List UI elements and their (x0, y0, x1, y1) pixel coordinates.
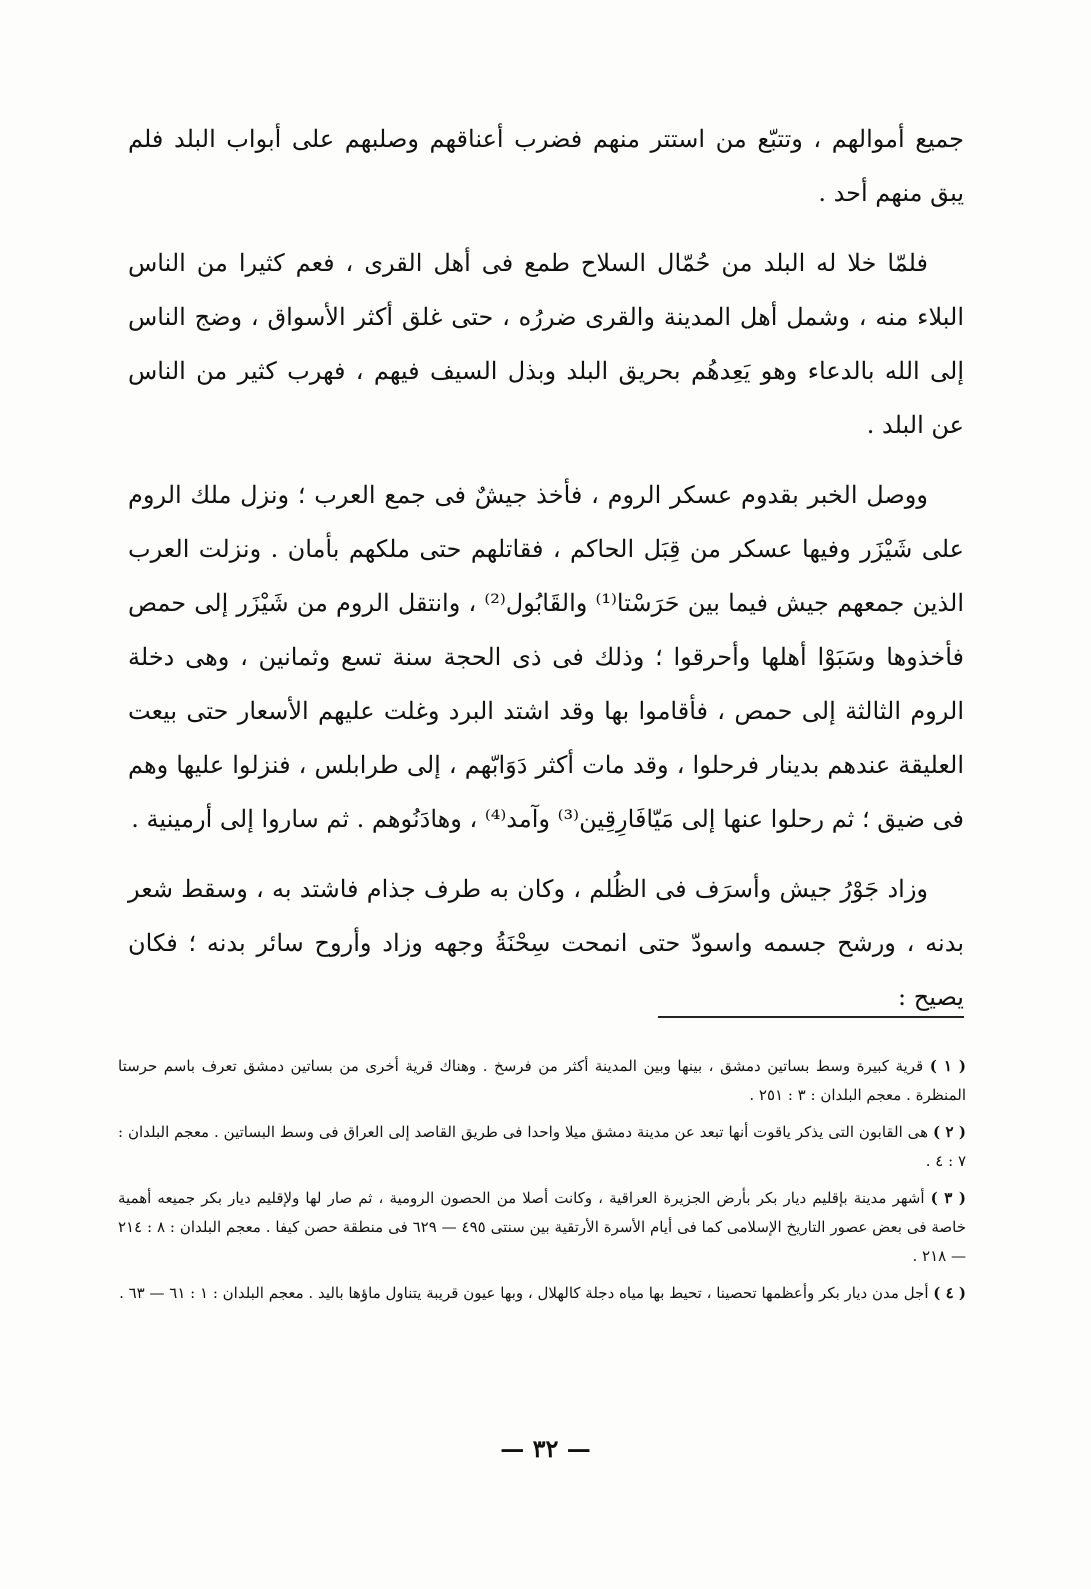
footnote-number: ( ٢ ) (932, 1123, 966, 1141)
footnote-text: قرية كبيرة وسط بساتين دمشق ، بينها وبين المدينة أكثر من فرسخ . وهناك قرية أخرى من بساتين دمشق تعرف باسم حرستا المنظرة . معجم البلدان : ٣ : ٢٥١ . (118, 1057, 966, 1104)
footnote-number: ( ١ ) (929, 1057, 966, 1075)
paragraph-1: جميع أموالهم ، وتتبّع من استتر منهم فضرب أعناقهم وصلبهم على أبواب البلد فلم يبق منهم أحد . (128, 125, 964, 207)
page-number: — ٣٢ — (500, 1434, 591, 1463)
footnote-3 (118, 1184, 966, 1271)
footnote-text: أجل مدن ديار بكر وأعظمها تحصينا ، تحيط بها مياه دجلة كالهلال ، وبها عيون قريبة يتناول ماؤها باليد . معجم البلدان : ١ : ٦١ — ٦٣ . (119, 1284, 929, 1302)
footnote-number: ( ٤ ) (933, 1284, 966, 1302)
paragraph-2: فلمّا خلا له البلد من حُمّال السلاح طمع فى أهل القرى ، فعم كثيرا من الناس البلاء منه ، وشمل أهل المدينة والقرى ضررُه ، حتى غلق أكثر الأسواق ، وضج الناس إلى الله بالدعاء وهو يَعِدهُم بحريق البلد وبذل السيف فيهم ، فهرب كثير من الناس عن البلد . (128, 249, 964, 439)
footnote-divider (658, 1016, 964, 1018)
paragraph-4: وزاد جَوْرُ جيش وأسرَف فى الظُلم ، وكان به طرف جذام فاشتد به ، وسقط شعر بدنه ، ورشح جسمه واسودّ حتى انمحت سِحْنَةُ وجهه وزاد وأروح سائر بدنه ؛ فكان يصيح : (128, 875, 964, 1011)
footnote-number: ( ٣ ) (930, 1189, 966, 1207)
footnotes-section (118, 1052, 966, 1316)
footnote-2 (118, 1118, 966, 1176)
footnote-4 (118, 1279, 966, 1308)
footnote-1 (118, 1052, 966, 1110)
footnote-text: أشهر مدينة بإقليم ديار بكر بأرض الجزيرة العراقية ، وكانت أصلا من الحصون الرومية ، ثم صار لها ولإقليم ديار بكر جميعه أهمية خاصة فى بعض عصور التاريخ الإسلامى كما فى أيام الأسرة الأرتقية بين سنتى ٤٩٥ — ٦٢٩ فى منطقة حصن كيفا . معجم البلدان : ٨ : ٢١٤ — ٢١٨ . (118, 1189, 966, 1265)
footnote-text: هى القابون التى يذكر ياقوت أنها تبعد عن مدينة دمشق ميلا واحدا فى طريق القاصد إلى العراق فى وسط البساتين . معجم البلدان : ٧ : ٤ . (118, 1123, 966, 1170)
main-body-text (128, 112, 964, 1040)
paragraph-3: ووصل الخبر بقدوم عسكر الروم ، فأخذ جيشٌ فى جمع العرب ؛ ونزل ملك الروم على شَيْزَر وفيها عسكر من قِبَل الحاكم ، فقاتلهم حتى ملكهم بأمان . ونزلت العرب الذين جمعهم جيش فيما بين حَرَسْتا⁽¹⁾ والقَابُول⁽²⁾ ، وانتقل الروم من شَيْزَر إلى حمص فأخذوها وسَبَوْا أهلها وأحرقوا ؛ وذلك فى ذى الحجة سنة تسع وثمانين ، وهى دخلة الروم الثالثة إلى حمص ، فأقاموا بها وقد اشتد البرد وغلت عليهم الأسعار حتى بيعت العليقة عندهم بدينار فرحلوا ، وقد مات أكثر دَوَابّهم ، إلى طرابلس ، فنزلوا عليها وهم فى ضيق ؛ ثم رحلوا عنها إلى مَيّافَارِقِين⁽³⁾ وآمد⁽⁴⁾ ، وهادَنُوهم . ثم ساروا إلى أرمينية . (128, 481, 964, 833)
